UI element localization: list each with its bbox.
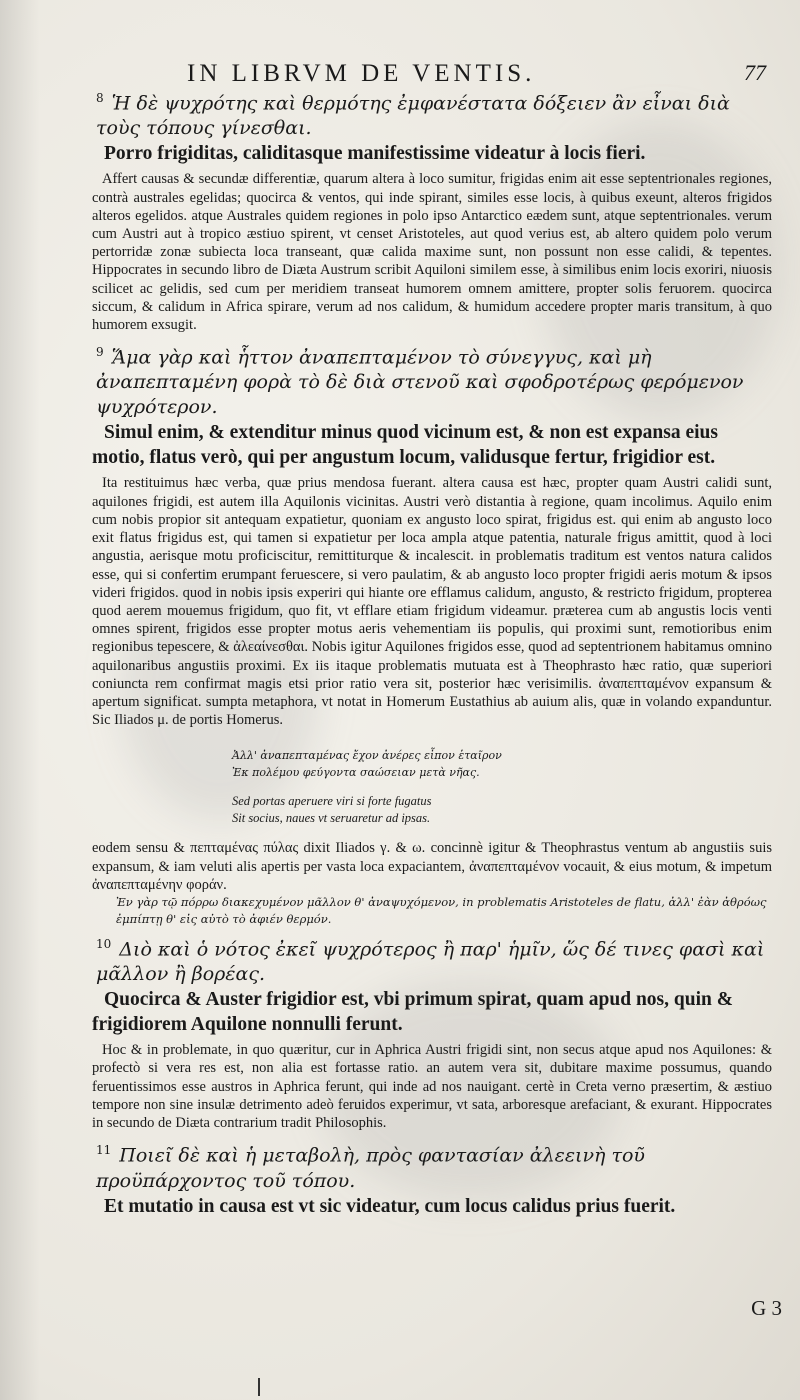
page-content bbox=[92, 40, 772, 1225]
greek-line: Ποιεῖ δὲ καὶ ἡ μεταβολὴ, πρὸς φαντασίαν ἀλεεινὴ τοῦ προϋπάρχοντος τοῦ τόπου. bbox=[96, 1144, 645, 1192]
verse-greek-line: Ἀλλ' ἀναπεπταμένας ἔχον ἀνέρες εἶπον ἑταῖρον bbox=[232, 749, 502, 763]
signature-mark: G 3 bbox=[751, 1296, 782, 1320]
running-head bbox=[92, 40, 772, 87]
running-title: IN LIBRVM DE VENTIS. bbox=[187, 60, 536, 87]
greek-text bbox=[96, 340, 772, 420]
latin-translation: Porro frigiditas, caliditasque manifestissime videatur à locis fieri. bbox=[104, 143, 646, 165]
greek-text bbox=[96, 1138, 772, 1193]
verse-latin-line: Sit socius, naues vt seruaretur ad ipsas. bbox=[232, 811, 431, 826]
commentary-paragraph: eodem sensu & πεπταμένας πύλας dixit Iliados γ. & ω. concinnè igitur & Theophrastus ventum ab angustiis suis expansum, & iam veluti alis apertis per vasta loca expaciantem, ἀναπεπταμένον vocauit, & eius motum, & impetum ἀναπεπταμένην φοράν. bbox=[92, 840, 772, 893]
text-section bbox=[92, 340, 772, 729]
section-number: 10 bbox=[96, 936, 112, 951]
greek-line: Διὸ καὶ ὁ νότος ἐκεῖ ψυχρότερος ἢ παρ' ἡμῖν, ὥς δέ τινες φασὶ καὶ μᾶλλον ἢ βορέας. bbox=[96, 938, 765, 986]
latin-translation: Et mutatio in causa est vt sic videatur, cum locus calidus prius fuerit. bbox=[104, 1195, 676, 1217]
verse-greek-line: Ἐκ πολέμου φεύγοντα σαώσειαν μετὰ νῆας. bbox=[232, 766, 480, 780]
greek-citation: Ἐν γὰρ τῷ πόρρω διακεχυμένον μᾶλλον θ' ἀναψυχόμενον, in problematis Aristoteles de flatu, ἀλλ' ἐὰν ἀθρόως ἐμπίπτῃ θ' εἰς αὐτὸ τὸ ἀφιέν θερμόν. bbox=[116, 894, 767, 926]
commentary-paragraph: Ita restituimus hæc verba, quæ prius mendosa fuerant. altera causa est hæc, propter quam Austri calidi sunt, aquilones frigidi, est autem illa Aquilonis vicinitas. Austri verò distantia à regione, quam incolimus. Aquilo enim cum nobis propior sit antequam expatietur, quoniam ex angusto loco spirat, frigidus est. qui enim ab angusto loco exit flatus frigidus est, qui tamen si expatietur per loca ampla atque patentia, naturale frigus amittit, quod à loci angustia, aerisque motu proficiscitur, remittiturque & incalescit. in problematis traditum est ventos natura calidos esse, qui si confertim erumpant feruescere, si vero paulatim, & ab angusto loco propter frigidi aeris motum & ipsos videri frigidos. quod in nobis ipsis experiri qui hiante ore efflamus calidum, angusto, & restricto frigidum, propterea quod aerem mouemus frigidum, quo fit, vt efflare etiam frigidum videamur. præterea cum ab angustis locis venti omnes spirent, frigidos esse propter motus aeris vehementiam iis populis, qui proximi sunt, remotioribus enim regionibus tepescere, & ἀλεαίνεσθαι. Nobis igitur Aquilones frigidos esse, quod ad septentrionem habitamus omnino aquilonaribus angustiis proximi. Ex iis itaque problematis mutuata est à Theophrasto hæc ratio, quæ superiori coniuncta rem confirmat magis etsi prior ratio vera sit, posterior hæc verisimilis. ἀναπεπταμένον expansum & apertum significat. sumpta metaphora, vt notat in Homerum Eustathius ab auium alis, quæ in volando expanduntur. Sic Iliados μ. de portis Homerus. bbox=[92, 475, 772, 729]
greek-line: Ἡ δὲ ψυχρότης καὶ θερμότης ἐμφανέστατα δόξειεν ἂν εἶναι διὰ τοὺς τόπους γίνεσθαι. bbox=[96, 92, 730, 140]
section-number: 8 bbox=[96, 91, 104, 105]
print-mark bbox=[258, 1378, 260, 1396]
homer-quotation bbox=[232, 747, 772, 827]
text-section bbox=[92, 1138, 772, 1218]
text-section bbox=[92, 932, 772, 1132]
commentary-paragraph: Affert causas & secundæ differentiæ, quarum altera à loco sumitur, frigidas enim ait esse septentrionales regiones, contrà australes egelidas; quocirca & ventos, qui inde spirant, similes esse locis, à quibus exeunt, alteros frigidos alteros egelidos. atque Australes quidem regiones in polo ipso Antarctico eædem sunt, atque septentrionales. verum cum Austri aut à tropico æstiuo spirent, vt censet Aristoteles, aut quod verius est, ab altero quidem polo verum pertorridæ zonæ subiecta loca transeant, quæ calida maxime sunt, non possunt non esse calidi, & tepentes. Hippocrates in secundo libro de Diæta Austrum scribit Aquiloni similem esse, à similibus enim locis exoriri, niuosis scilicet ac gelidis, sed cum per meridiem transeat humorem omnem amittere, propter solis feruorem. quocirca siccum, & calidum in Africa spirare, verum ad nos calidum, & humidum accedere propter maris transitum, à quo humorem exsugit. bbox=[92, 171, 772, 333]
text-section bbox=[92, 86, 772, 334]
latin-translation: Quocirca & Auster frigidior est, vbi primum spirat, quam apud nos, quin & frigidiorem Aquilone nonnulli ferunt. bbox=[92, 989, 733, 1036]
verse-gap bbox=[232, 781, 772, 793]
greek-line: Ἅμα γὰρ καὶ ἧττον ἀναπεπταμένον τὸ σύνεγγυς, καὶ μὴ ἀναπεπταμένη φορὰ τὸ δὲ διὰ στενοῦ καὶ σφοδροτέρως φερόμενον ψυχρότερον. bbox=[96, 346, 744, 419]
commentary-paragraph: Hoc & in problemate, in quo quæritur, cur in Aphrica Austri frigidi sint, non secus atque apud nos Aquilones: & profectò si vera res est, non alia est fortasse ratio. an autem vera sit, dubitare maxime possumus, quando feruentissimos esse austros in Aphrica ferunt, qui inde ad nos nauigant. certè in Creta verno præsertim, & æstiuo tempore non sine insulæ detrimento adeò feruidos experimur, vt sata, arboresque arefaciant, & exurant. Hippocrates in secundo de Diæta contrarium tradit Philosophis. bbox=[92, 1042, 772, 1132]
greek-text bbox=[96, 932, 772, 987]
verse-latin-line: Sed portas aperuere viri si forte fugatus bbox=[232, 794, 432, 809]
folio-number: 77 bbox=[744, 60, 766, 85]
section-number: 11 bbox=[96, 1143, 112, 1158]
greek-text bbox=[96, 86, 772, 141]
latin-translation: Simul enim, & extenditur minus quod vicinum est, & non est expansa eius motio, flatus verò, qui per angustum locum, validusque fertur, frigidior est. bbox=[92, 422, 718, 469]
section-number: 9 bbox=[96, 345, 104, 360]
